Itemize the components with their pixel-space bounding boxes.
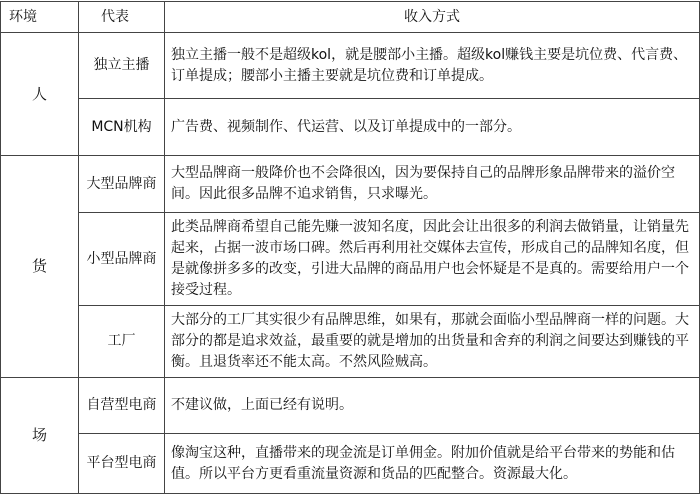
- table-row: [1, 434, 700, 494]
- income-cell: 独立主播一般不是超级kol，就是腰部小主播。超级kol赚钱主要是坑位费、代言费、订单提成；腰部小主播主要就是坑位费和订单提成。: [165, 33, 700, 99]
- representative-cell: 小型品牌商: [79, 213, 165, 306]
- table-row: [1, 156, 700, 213]
- header-income-method: 收入方式: [165, 2, 700, 33]
- income-cell: 大部分的工厂其实很少有品牌思维，如果有，那就会面临小型品牌商一样的问题。大部分的都是追求效益，最重要的就是增加的出货量和舍弃的利润之间要达到赚钱的平衡。且退货率还不能太高。不然风险贼高。: [165, 306, 700, 378]
- representative-cell: MCN机构: [79, 99, 165, 156]
- header-row: [1, 2, 700, 33]
- table-row: [1, 213, 700, 306]
- environment-cell-people: 人: [1, 33, 79, 156]
- representative-cell: 自营型电商: [79, 378, 165, 434]
- table-row: [1, 378, 700, 434]
- representative-cell: 独立主播: [79, 33, 165, 99]
- header-representative: 代表: [79, 2, 165, 33]
- income-table: [0, 1, 700, 494]
- income-cell: 像淘宝这种，直播带来的现金流是订单佣金。附加价值就是给平台带来的势能和估值。所以平台方更看重流量资源和货品的匹配整合。资源最大化。: [165, 434, 700, 494]
- representative-cell: 平台型电商: [79, 434, 165, 494]
- table-row: [1, 99, 700, 156]
- income-cell: 此类品牌商希望自己能先赚一波知名度，因此会让出很多的利润去做销量，让销量先起来，占据一波市场口碑。然后再利用社交媒体去宣传，形成自己的品牌知名度，但是就像拼多多的改变，引进大品牌的商品用户也会怀疑是不是真的。需要给用户一个接受过程。: [165, 213, 700, 306]
- representative-cell: 大型品牌商: [79, 156, 165, 213]
- environment-cell-venue: 场: [1, 378, 79, 494]
- income-cell: 大型品牌商一般降价也不会降很凶，因为要保持自己的品牌形象品牌带来的溢价空间。因此很多品牌不追求销售，只求曝光。: [165, 156, 700, 213]
- representative-cell: 工厂: [79, 306, 165, 378]
- income-cell: 不建议做，上面已经有说明。: [165, 378, 700, 434]
- environment-cell-goods: 货: [1, 156, 79, 378]
- table-row: [1, 306, 700, 378]
- header-environment: 环境: [1, 2, 79, 33]
- table-row: [1, 33, 700, 99]
- income-cell: 广告费、视频制作、代运营、以及订单提成中的一部分。: [165, 99, 700, 156]
